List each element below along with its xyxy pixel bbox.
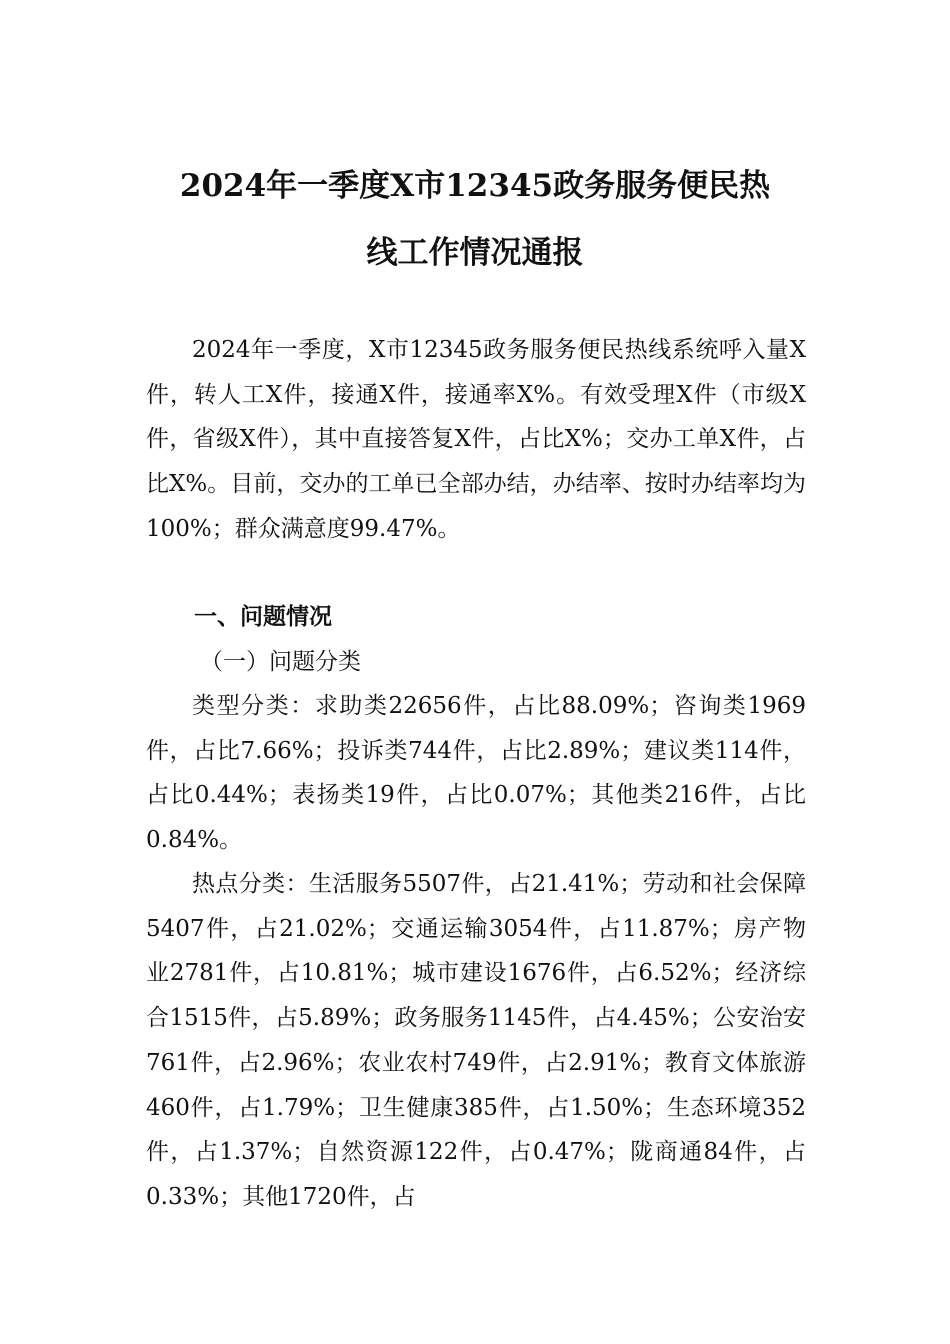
section-heading-problems: 一、问题情况: [194, 604, 332, 630]
type-classification-paragraph: 类型分类：求助类22656件，占比88.09%；咨询类1969件，占比7.66%；投诉类744件，占比2.89%；建议类114件，占比0.44%；表扬类19件，占比0.07%；其他类216件，占比0.84%。: [146, 693, 806, 854]
document-title-line-2: 线工作情况通报: [366, 235, 584, 271]
document-title-line-1: 2024年一季度X市12345政务服务便民热: [179, 168, 771, 204]
subsection-heading-classification: （一）问题分类: [200, 649, 361, 675]
intro-paragraph: 2024年一季度，X市12345政务服务便民热线系统呼入量X件，转人工X件，接通X件，接通率X%。有效受理X件（市级X件，省级X件），其中直接答复X件，占比X%；交办工单X件，占比X%。目前，交办的工单已全部办结，办结率、按时办结率均为100%；群众满意度99.47%。: [146, 337, 806, 542]
hotspot-classification-paragraph: 热点分类：生活服务5507件，占21.41%；劳动和社会保障5407件，占21.02%；交通运输3054件，占11.87%；房产物业2781件，占10.81%；城市建设1676件，占6.52%；经济综合1515件，占5.89%；政务服务1145件，占4.45%；公安治安761件，占2.96%；农业农村749件，占2.91%；教育文体旅游460件，占1.79%；卫生健康385件，占1.50%；生态环境352件，占1.37%；自然资源122件，占0.47%；陇商通84件，占0.33%；其他1720件，占: [146, 871, 806, 1210]
